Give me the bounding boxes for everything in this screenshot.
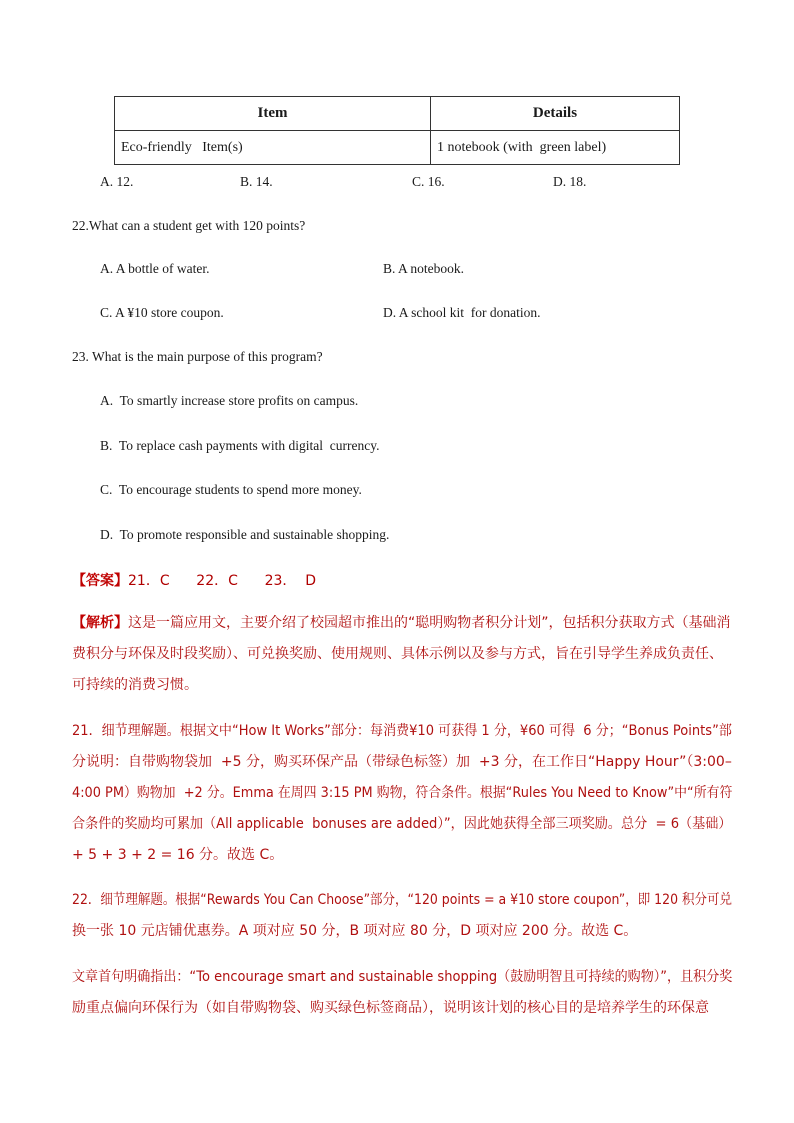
q21-option-d: D. 18. [553,174,587,189]
q23-option-d: D. To promote responsible and sustainable shopping. [100,527,390,542]
answer-line [72,570,316,590]
q22-option-a: A. A bottle of water. [100,261,210,276]
exp23-line-2: 励重点偏向环保行为（如自带购物袋、购买绿色标签商品），说明该计划的核心目的是培养学生的环保意 [72,1000,709,1016]
q23-option-c: C. To encourage students to spend more money. [100,482,362,497]
q22-option-b: B. A notebook. [383,261,465,276]
exp21-line-5: + 5 + 3 + 2 = 16 分。故选 C。 [72,847,284,863]
answer-label: 【答案】 [72,573,128,589]
exp23-line-1: 文章首句明确指出：“To encourage smart and sustainable shopping（鼓励明智且可持续的购物）”，且积分奖 [72,969,733,985]
answer-text: 21．C 22．C 23． D [128,573,317,589]
q21-option-c: C. 16. [412,174,445,189]
exp21-line-1: 21．细节理解题。根据文中“How It Works”部分：每消费¥10 可获得 1 分，¥60 可得 6 分；“Bonus Points”部 [72,723,732,739]
exp22-line-1: 22．细节理解题。根据“Rewards You Can Choose”部分，“120 points = a ¥10 store coupon”，即 120 积分可兑 [72,892,732,908]
item-details-table [114,96,680,165]
analysis-line-2: 费积分与环保及时段奖励）、可兑换奖励、使用规则、具体示例以及参与方式，旨在引导学生养成负责任、 [72,646,723,662]
analysis-label: 【解析】 [72,615,128,631]
q23-option-a: A. To smartly increase store profits on campus. [100,393,359,408]
q22-option-c: C. A ¥10 store coupon. [100,305,224,320]
q23-stem: 23. What is the main purpose of this program? [72,349,323,364]
table-header-item: Item [115,97,431,131]
analysis-line-3: 可持续的消费习惯。 [72,677,198,693]
q21-option-a: A. 12. [100,174,134,189]
table-header-details: Details [431,97,680,131]
q21-option-b: B. 14. [240,174,273,189]
table-header-row [115,97,680,131]
table-cell-details: 1 notebook (with green label) [431,131,680,165]
table-cell-item: Eco-friendly Item(s) [115,131,431,165]
exp21-line-2: 分说明：自带购物袋加 +5 分，购买环保产品（带绿色标签）加 +3 分，在工作日“Happy Hour”（3:00– [72,754,732,770]
q23-option-b: B. To replace cash payments with digital currency. [100,438,380,453]
table-row [115,131,680,165]
exp21-line-3: 4:00 PM）购物加 +2 分。Emma 在周四 3:15 PM 购物，符合条件。根据“Rules You Need to Know”中“所有符 [72,785,733,801]
exp22-line-2: 换一张 10 元店铺优惠券。A 项对应 50 分，B 项对应 80 分，D 项对应 200 分。故选 C。 [72,923,638,939]
q22-stem: 22.What can a student get with 120 points? [72,218,306,233]
exp21-line-4: 合条件的奖励均可累加（All applicable bonuses are added）”，因此她获得全部三项奖励。总分 = 6（基础） [72,816,732,832]
analysis-line-1: 【解析】这是一篇应用文，主要介绍了校园超市推出的“聪明购物者积分计划”，包括积分获取方式（基础消 [72,615,731,631]
q22-option-d: D. A school kit for donation. [383,305,541,320]
